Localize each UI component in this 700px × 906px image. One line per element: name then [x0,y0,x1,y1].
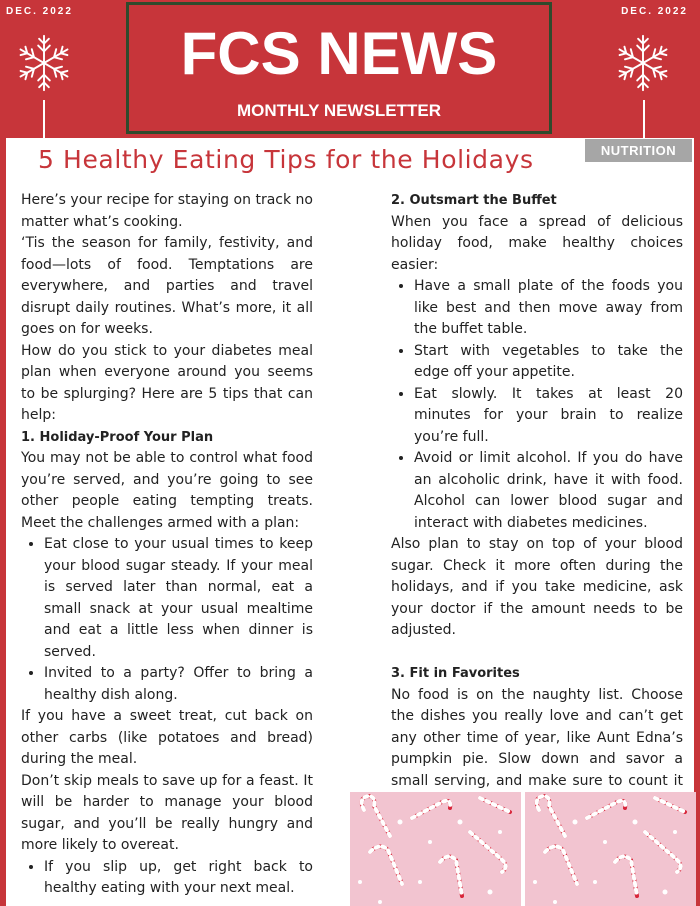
date-left: DEC. 2022 [6,6,73,17]
tip-list [21,534,313,706]
tip-body: When you face a spread of delicious holiday food, make healthy choices easier: [391,213,683,273]
left-column [21,190,313,900]
intro-paragraph: ‘Tis the season for family, festivity, and food—lots of food. Temptations are everywhere, and parties and travel disrupt daily routines. What’s more, it all goes on for weeks. [21,235,313,337]
ornament-string [43,100,45,138]
date-right: DEC. 2022 [621,6,688,17]
masthead-box [126,2,552,134]
tip-body: You may not be able to control what food you’re served, and you’re going to see other people eating tempting treats. Meet the challenges armed with a plan: [21,450,313,531]
list-item: • Avoid or limit alcohol. If you do have an alcoholic drink, have it with food. Alcohol can lower blood sugar and interact with diabetes medicines. [414,448,683,534]
list-item: • If you slip up, get right back to healthy eating with your next meal. [44,857,313,900]
right-column [391,190,683,814]
newsletter-title: FCS NEWS [180,20,498,87]
article-title: 5 Healthy Eating Tips for the Holidays [38,145,534,174]
snowflake-icon [13,30,75,96]
candy-cane-photo [525,792,696,906]
tip-list [21,857,313,900]
tip-list [391,276,683,534]
list-item: • Start with vegetables to take the edge off your appetite. [414,341,683,384]
list-item: • Invited to a party? Offer to bring a healthy dish along. [44,663,313,706]
list-item: • Eat close to your usual times to keep your blood sugar steady. If your meal is served later than normal, eat a small snack at your usual mealtime and eat a little less when dinner is served. [44,534,313,663]
ornament-string [643,100,645,138]
body-paragraph: If you have a sweet treat, cut back on other carbs (like potatoes and bread) during the meal. [21,708,313,767]
spacer [391,642,683,664]
intro-paragraph: Here’s your recipe for staying on track no matter what’s cooking. [21,192,313,230]
body-paragraph: Don’t skip meals to save up for a feast. It will be harder to manage your blood sugar, and you’ll be really hungry and more likely to overeat. [21,772,313,853]
tip-heading: 3. Fit in Favorites [391,666,520,681]
list-item: • Have a small plate of the foods you like best and then move away from the buffet table. [414,276,683,341]
tip-heading: 2. Outsmart the Buffet [391,193,557,208]
category-tag: NUTRITION [585,139,692,162]
newsletter-subtitle: MONTHLY NEWSLETTER [236,101,441,120]
snowflake-icon [612,30,674,96]
tip-body: No food is on the naughty list. Choose the dishes you really love and can’t get any other time of year, like Aunt Edna’s pumpkin pie. Slow down and savor a small serving, and make sure to count it [391,686,683,789]
list-item: • Eat slowly. It takes at least 20 minutes for your brain to realize you’re full. [414,384,683,449]
newsletter-header [0,0,700,138]
candy-cane-illustration [525,792,696,906]
candy-cane-illustration [350,792,521,906]
candy-cane-photo [350,792,521,906]
tip-heading: 1. Holiday-Proof Your Plan [21,429,214,445]
body-paragraph: Also plan to stay on top of your blood sugar. Check it more often during the holidays, and if you take medicine, ask your doctor if the amount needs to be adjusted. [391,536,683,638]
intro-paragraph: How do you stick to your diabetes meal plan when everyone around you seems to be splurging? Here are 5 tips that can help: [21,342,313,423]
